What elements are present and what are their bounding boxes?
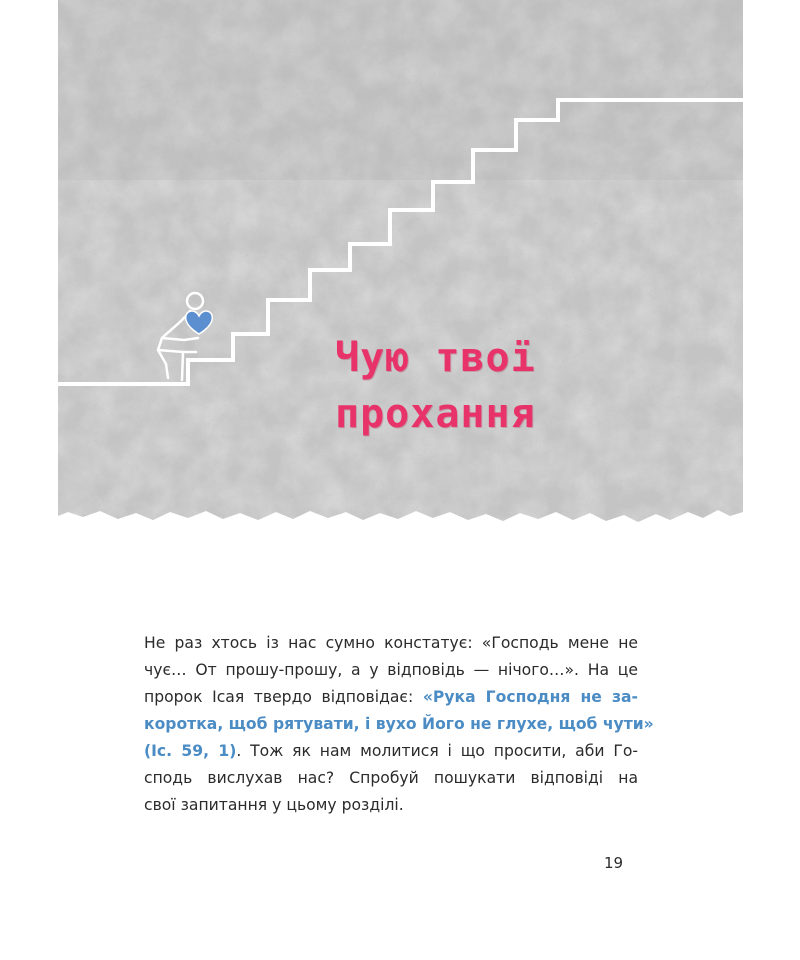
body-line bbox=[144, 738, 638, 765]
body-text: . Тож як нам молитися і що просити, аби Го- bbox=[236, 742, 638, 760]
body-line bbox=[144, 684, 638, 711]
concrete-background bbox=[58, 0, 743, 548]
bible-quote: коротка, щоб рятувати, і вухо Його не глухе, щоб чути» bbox=[144, 715, 654, 733]
body-line: сподь вислухав нас? Спробуй пошукати відповіді на bbox=[144, 769, 638, 787]
body-line: чує… От прошу-прошу, а у відповідь — нічого…». На це bbox=[144, 661, 638, 679]
bible-reference: (Іс. 59, 1) bbox=[144, 742, 237, 760]
bible-quote: «Рука Господня не за- bbox=[422, 688, 638, 706]
chapter-title-line-1: Чую твої bbox=[335, 335, 536, 381]
chapter-title bbox=[335, 330, 665, 442]
concrete-header-image bbox=[58, 0, 743, 548]
chapter-title-line-2: прохання bbox=[335, 391, 536, 437]
body-paragraph bbox=[144, 630, 654, 819]
body-text: пророк Ісая твердо відповідає: bbox=[144, 688, 423, 706]
body-line: Не раз хтось із нас сумно констатує: «Господь мене не bbox=[144, 634, 638, 652]
body-line: свої запитання у цьому розділі. bbox=[144, 796, 404, 814]
page-number: 19 bbox=[604, 854, 624, 872]
